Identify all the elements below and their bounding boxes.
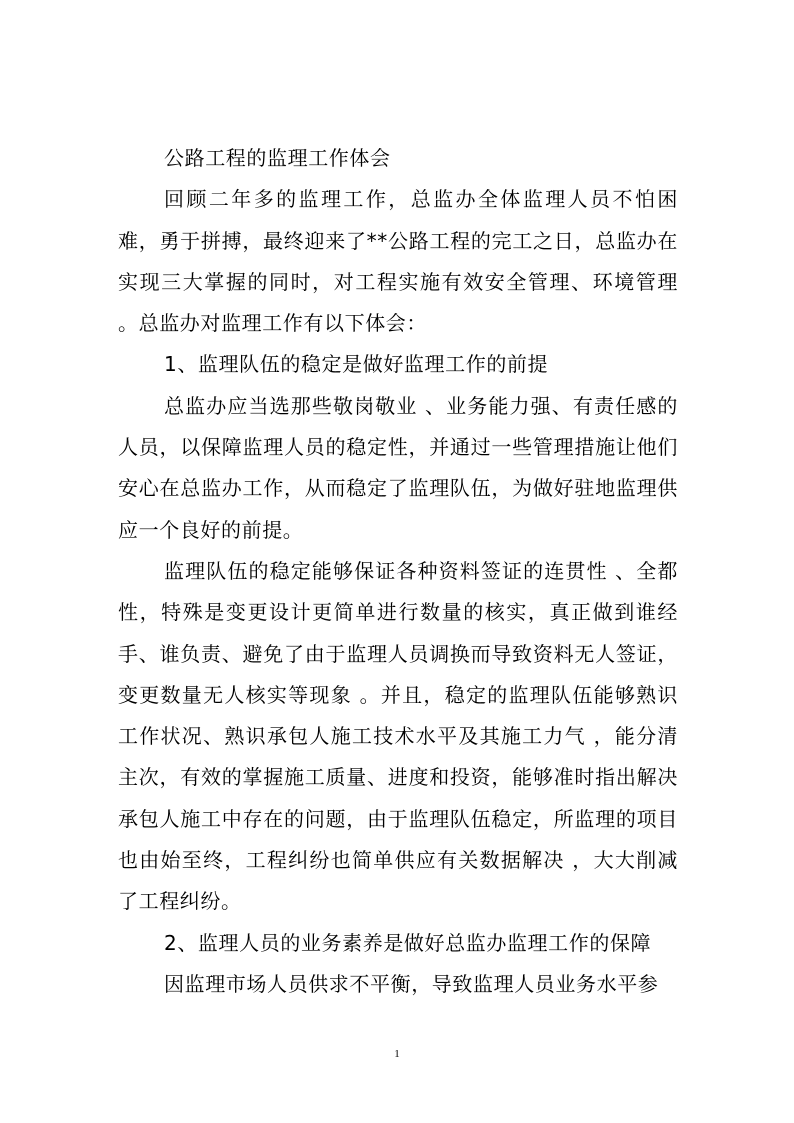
- paragraph-intro: 回顾二年多的监理工作，总监办全体监理人员不怕困难，勇于拼搏，最终迎来了**公路工程的完工之日，总监办在实现三大掌握的同时，对工程实施有效安全管理、环境管理 。总监办对监理工作有以下体会：: [118, 187, 678, 336]
- paragraph-1b: 监理队伍的稳定能够保证各种资料签证的连贯性 、全都性，特殊是变更设计更简单进行数量的核实，真正做到谁经手、谁负责、避免了由于监理人员调换而导致资料无人签证，变更数量无人核实等现象 。并且，稳定的监理队伍能够熟识工作状况、熟识承包人施工技术水平及其施工力气 ，能分清主次，有效的掌握施工质量、进度和投资，能够准时指出解决承包人施工中存在的问题，由于监理队伍稳定，所监理的项目也由始至终，工程纠纷也简单供应有关数据解决 ，大大削减了工程纠纷。: [118, 558, 678, 914]
- paragraph-1a: 总监办应当选那些敬岗敬业 、业务能力强、有责任感的人员，以保障监理人员的稳定性，并通过一些管理措施让他们安心在总监办工作，从而稳定了监理队伍，为做好驻地监理供应一个良好的前提。: [118, 393, 678, 542]
- section-heading-2: 2、监理人员的业务素养是做好总监办监理工作的保障: [164, 930, 652, 955]
- page-number: 1: [394, 1048, 400, 1060]
- paragraph-2a: 因监理市场人员供求不平衡，导致监理人员业务水平参: [164, 971, 659, 996]
- section-heading-1: 1、监理队伍的稳定是做好监理工作的前提: [164, 352, 549, 377]
- document-body: [118, 138, 678, 1005]
- document-title: 公路工程的监理工作体会: [164, 146, 391, 170]
